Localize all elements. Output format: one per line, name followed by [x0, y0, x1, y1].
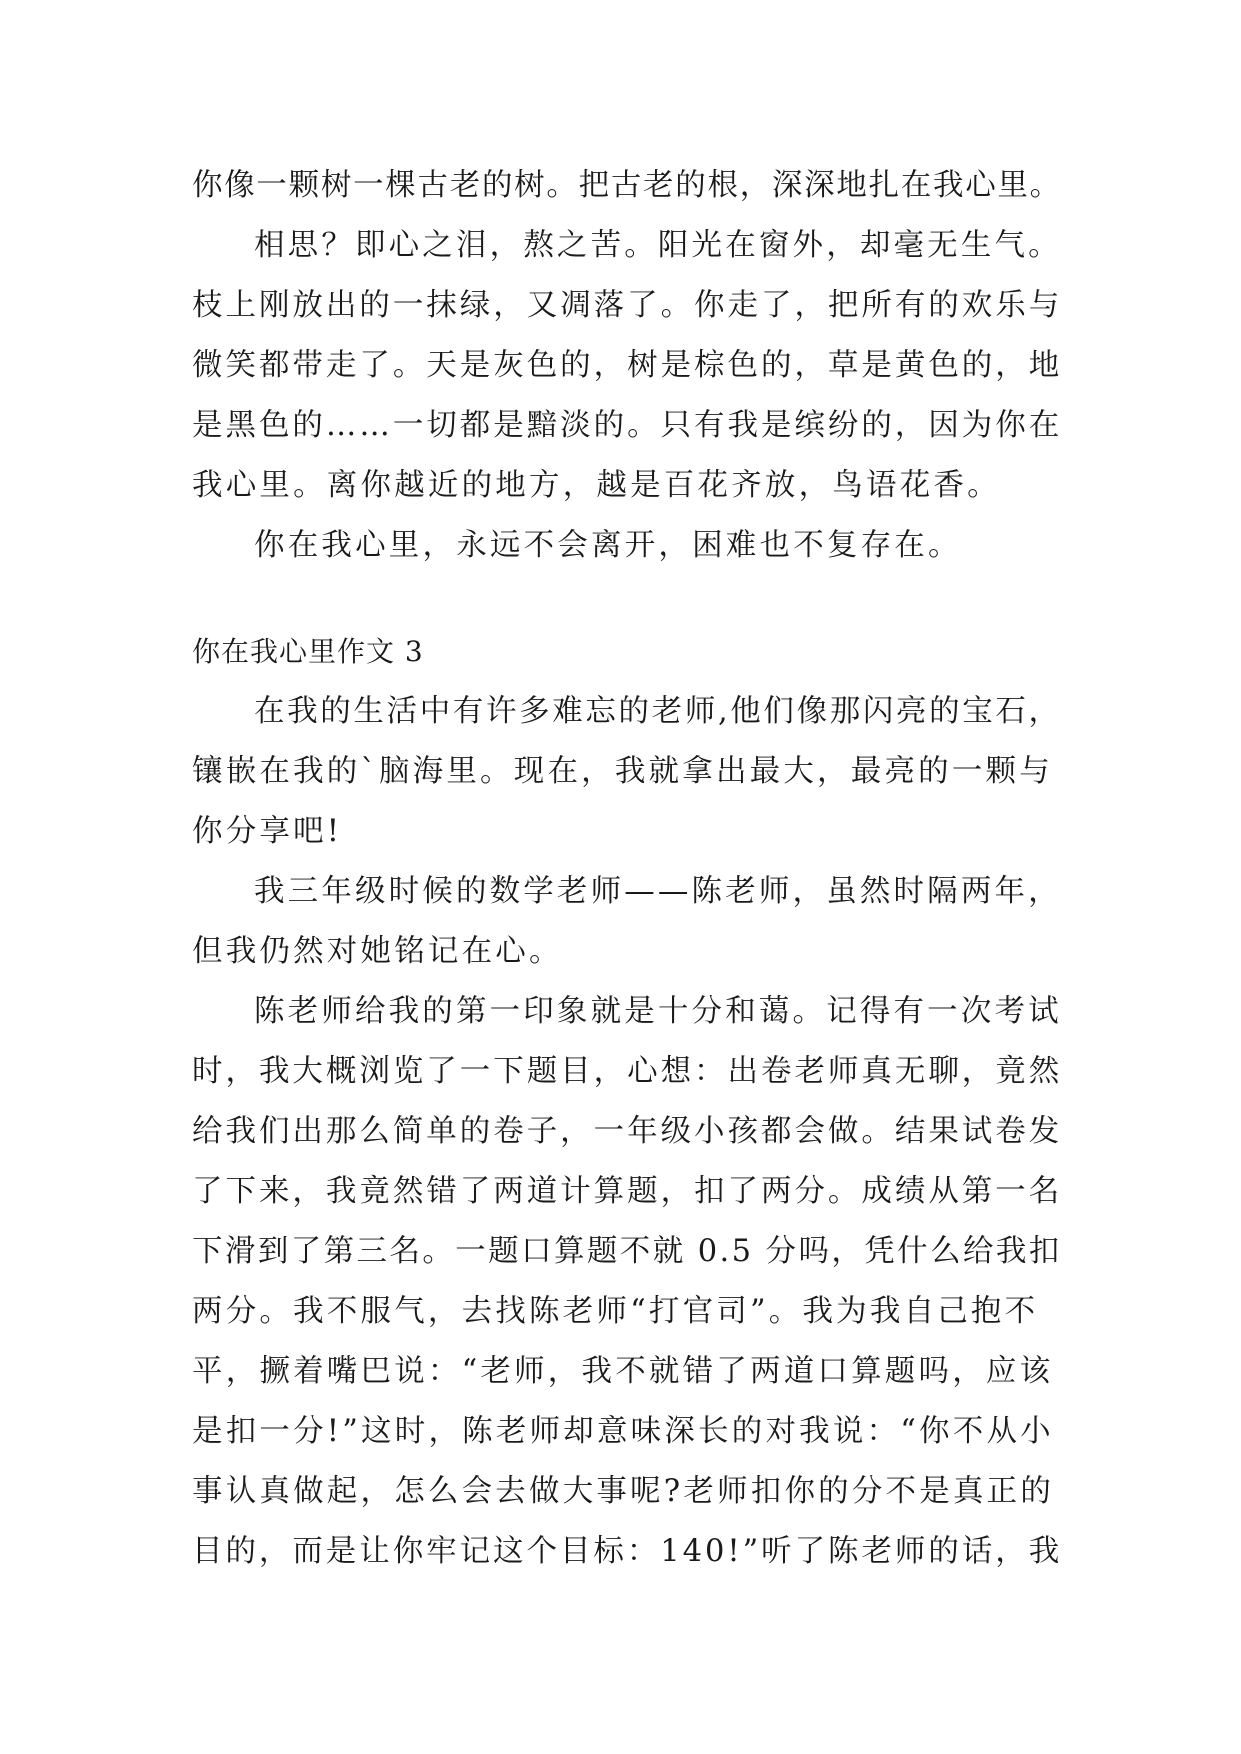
text-line: 你分享吧! [192, 814, 343, 849]
text-line: 你像一颗树一棵古老的树。把古老的根，深深地扎在我心里。 [192, 168, 1062, 203]
text-line: 是扣一分!”这时，陈老师却意味深长的对我说：“你不从小 [192, 1414, 1054, 1449]
text-line: 两分。我不服气，去找陈老师“打官司”。我为我自己抱不 [192, 1294, 1039, 1329]
text-line: 是黑色的……一切都是黯淡的。只有我是缤纷的，因为你在 [192, 408, 1063, 443]
text-line: 给我们出那么简单的卷子，一年级小孩都会做。结果试卷发 [192, 1114, 1063, 1149]
text-line: 微笑都带走了。天是灰色的，树是棕色的，草是黄色的，地 [192, 348, 1063, 383]
text-line: 我三年级时候的数学老师——陈老师，虽然时隔两年， [254, 874, 1062, 909]
text-line: 我心里。离你越近的地方，越是百花齐放，鸟语花香。 [192, 468, 1001, 503]
text-line: 在我的生活中有许多难忘的老师,他们像那闪亮的宝石， [254, 694, 1062, 729]
text-line: 事认真做起，怎么会去做大事呢?老师扣你的分不是真正的 [192, 1474, 1055, 1509]
text-line: 你在我心里，永远不会离开，困难也不复存在。 [254, 528, 962, 563]
text-line: 镶嵌在我的`脑海里。现在，我就拿出最大，最亮的一颗与 [192, 754, 1053, 789]
text-line: 但我仍然对她铭记在心。 [192, 934, 563, 969]
text-line: 陈老师给我的第一印象就是十分和蔼。记得有一次考试 [254, 994, 1062, 1029]
text-line: 目的，而是让你牢记这个目标：140!”听了陈老师的话，我 [192, 1534, 1063, 1569]
text-line: 相思？即心之泪，熬之苦。阳光在窗外，却毫无生气。 [254, 228, 1062, 263]
text-line: 时，我大概浏览了一下题目，心想：出卷老师真无聊，竟然 [192, 1054, 1063, 1089]
text-line: 枝上刚放出的一抹绿，又凋落了。你走了，把所有的欢乐与 [192, 288, 1063, 323]
text-line: 下滑到了第三名。一题口算题不就 0.5 分吗，凭什么给我扣 [192, 1234, 1062, 1269]
text-line: 平，撅着嘴巴说：“老师，我不就错了两道口算题吗，应该 [192, 1354, 1054, 1389]
section-heading: 你在我心里作文 3 [192, 635, 424, 668]
text-line: 了下来，我竟然错了两道计算题，扣了两分。成绩从第一名 [192, 1174, 1063, 1209]
